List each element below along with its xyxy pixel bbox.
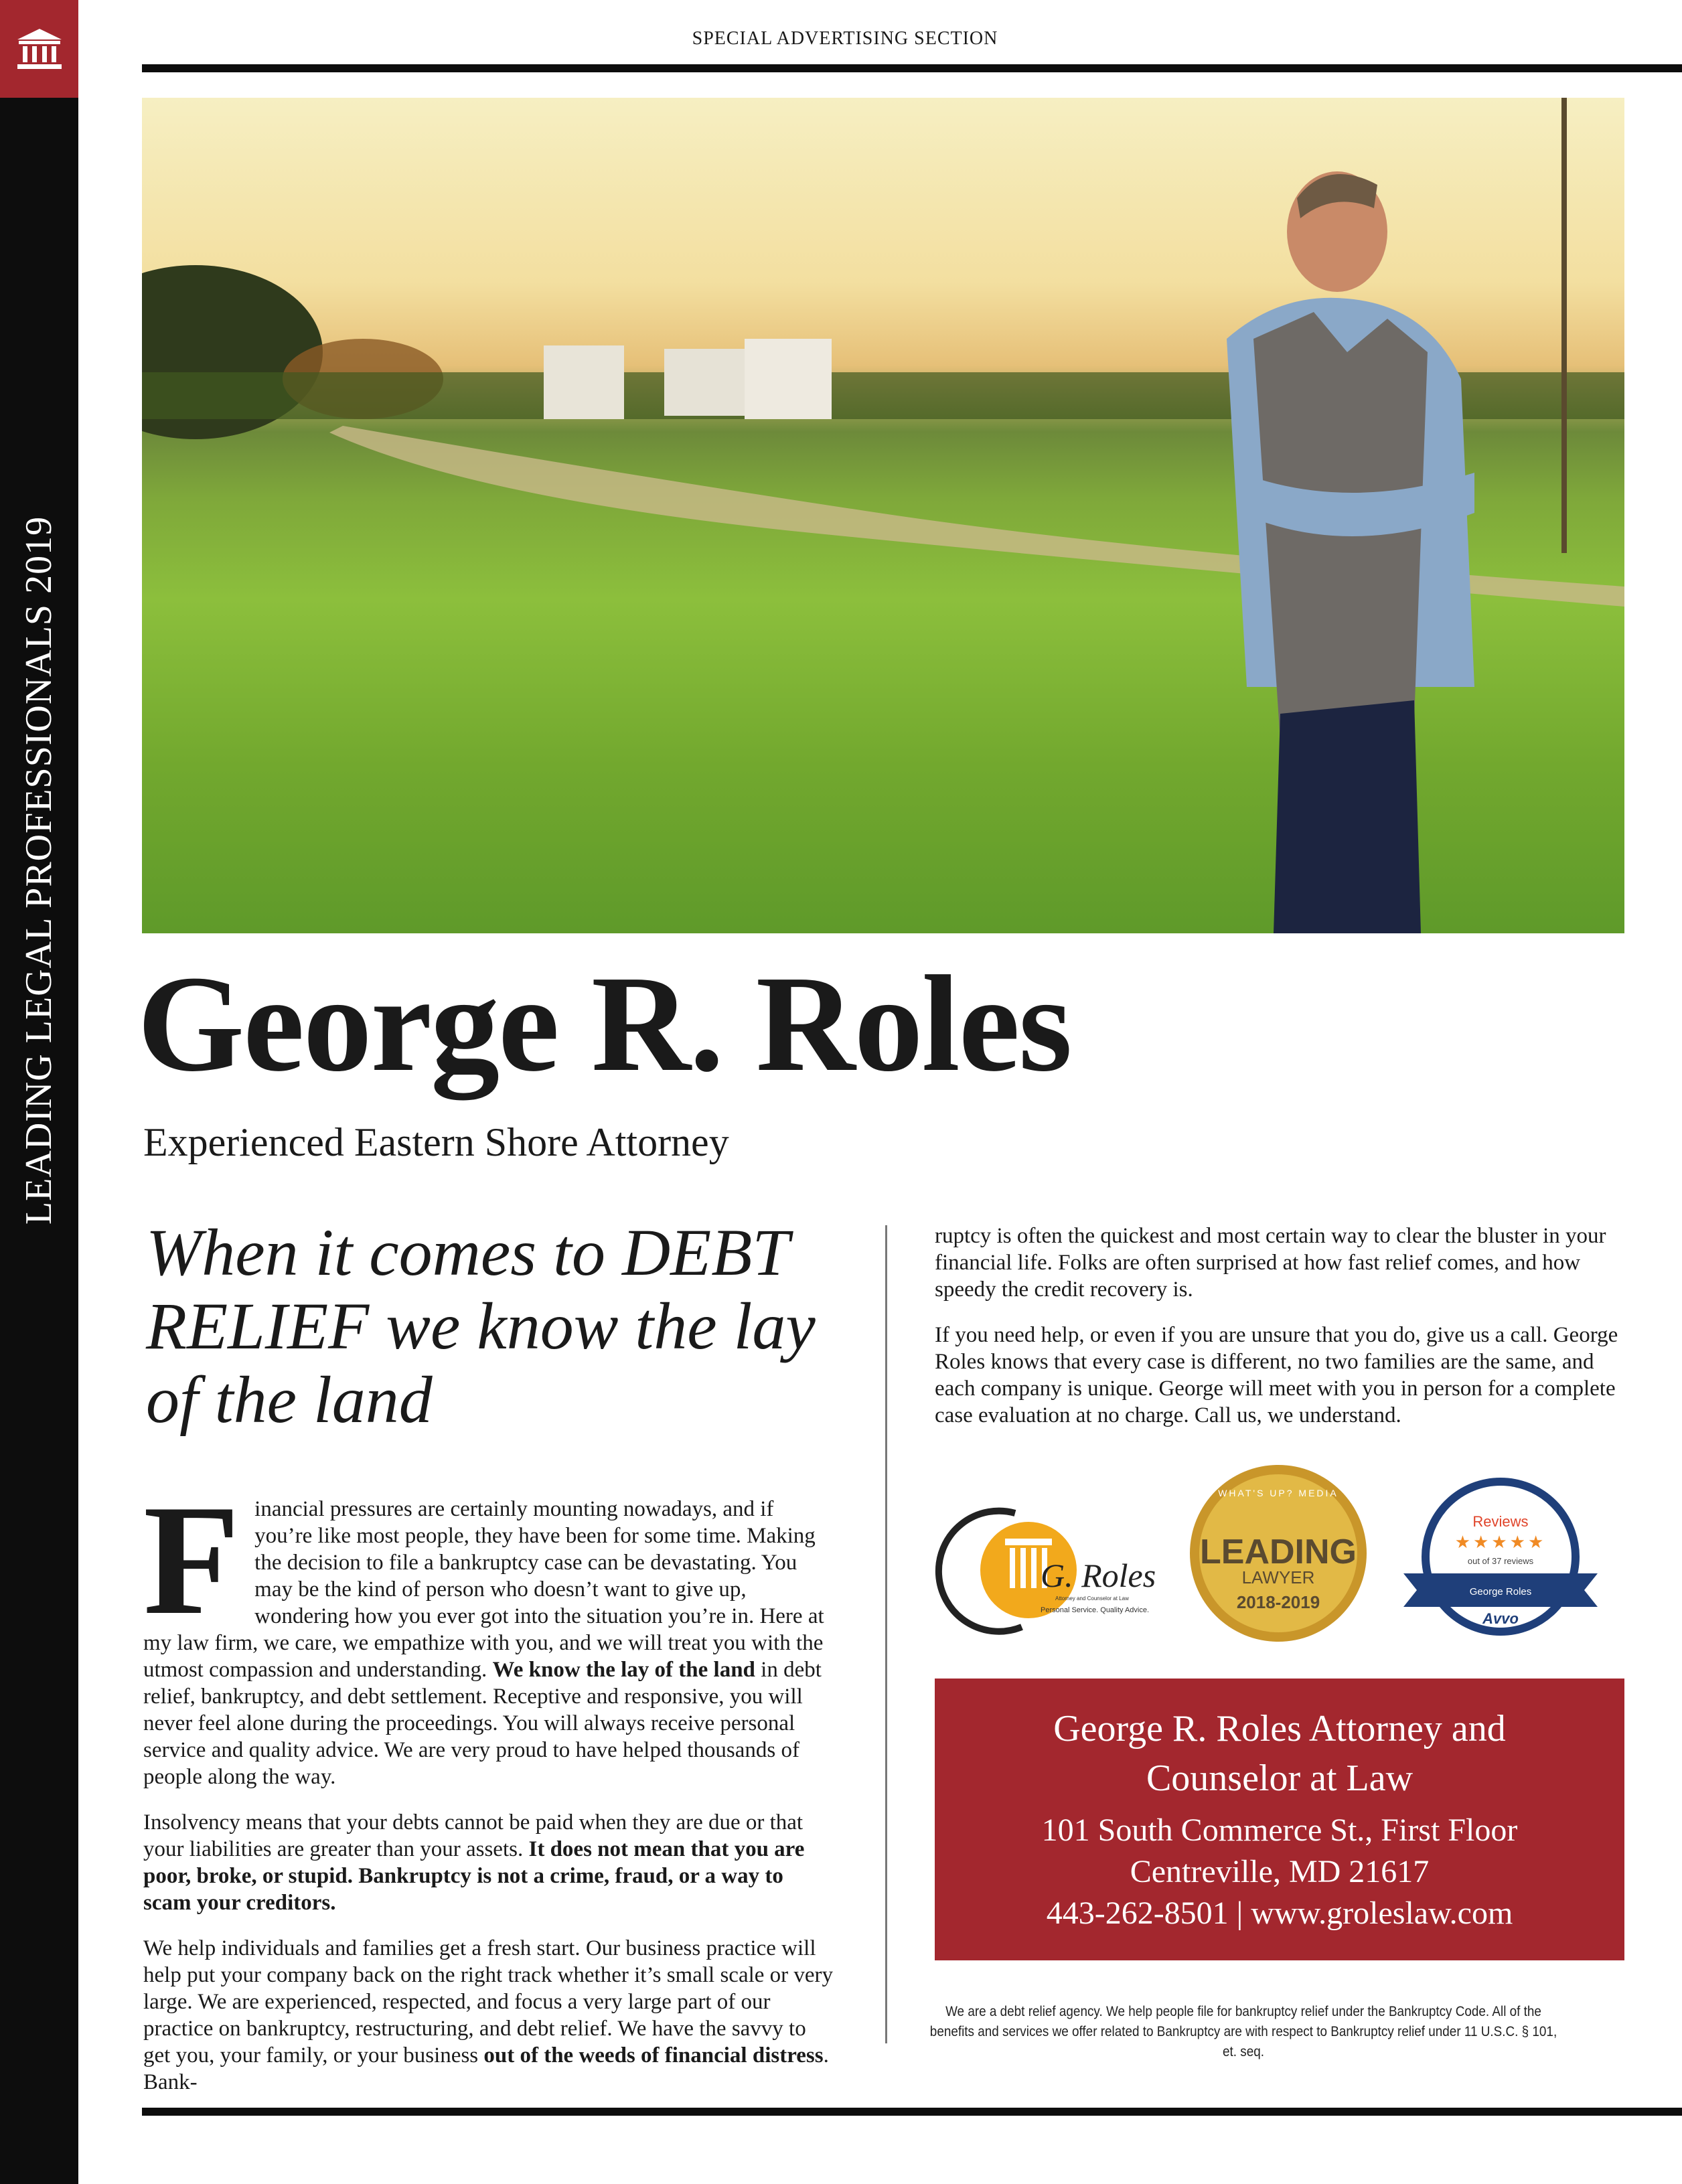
bottom-rule [142, 2108, 1682, 2116]
text: in debt relief, bankruptcy, and debt settlement. Receptive and responsive, you will never feel alone during the proceedings. You will always receive personal service and quality advice. We are very proud to have helped thousands of people along the way. [143, 1658, 822, 1789]
sidebar [0, 0, 78, 2184]
bold-text: It does not mean that you are poor, broke, or stupid. Bankruptcy is not a crime, fraud, or a way to scam your creditors. [143, 1837, 805, 1915]
avvo-reviews-badge [1403, 1482, 1598, 1632]
svg-text:George Roles: George Roles [1469, 1586, 1532, 1597]
courthouse-icon [16, 27, 63, 70]
firm-name-line: George R. Roles Attorney and [1053, 1708, 1506, 1749]
svg-text:WHAT'S UP? MEDIA: WHAT'S UP? MEDIA [1218, 1488, 1339, 1498]
column-divider [885, 1225, 887, 2043]
svg-text:G. Roles: G. Roles [1041, 1557, 1156, 1594]
drop-cap: F [143, 1473, 240, 1648]
paragraph-5: If you need help, or even if you are unsure that you do, give us a call. George Roles knows that every case is different, no two families are the same, and each company is unique. George will meet with you in person for a complete case evaluation at no charge. Call us, we understand. [935, 1323, 1618, 1427]
firm-name-line: Counselor at Law [1146, 1758, 1413, 1799]
badges-row [935, 1460, 1624, 1647]
svg-text:Avvo: Avvo [1482, 1610, 1519, 1627]
sidebar-logo [0, 0, 78, 98]
address-line-1: 101 South Commerce St., First Floor [1041, 1812, 1518, 1848]
svg-text:★★★★★: ★★★★★ [1454, 1533, 1547, 1552]
text: inancial pressures are certainly mounting nowadays, and if you’re like most people, they have been for some time. Making the decision to file a bankruptcy case can be devastating. You may be the kind of person who doesn’t want to give up, wondering how you ever got into the situation you’re in. Here at my law firm, we care, we empathize with you, and we will treat you with the utmost compassion and understanding. [143, 1497, 824, 1682]
svg-text:Personal Service. Quality Advi: Personal Service. Quality Advice. [1041, 1606, 1150, 1614]
hero-photo [142, 98, 1624, 933]
firm-name [935, 1704, 1624, 1803]
svg-text:Reviews: Reviews [1472, 1513, 1529, 1530]
phone-website[interactable]: 443-262-8501 | www.groleslaw.com [1046, 1895, 1513, 1931]
svg-text:LEADING: LEADING [1200, 1533, 1357, 1571]
text: Insolvency means that your debts cannot be paid when they are due or that your liabilities are greater than your assets. [143, 1810, 804, 1861]
attorney-subtitle: Experienced Eastern Shore Attorney [143, 1120, 729, 1164]
header-label: SPECIAL ADVERTISING SECTION [692, 28, 998, 49]
disclaimer: We are a debt relief agency. We help people file for bankruptcy relief under the Bankruptcy Code. All of the benefits and services we offer related to Bankruptcy are with respect to Bankruptcy relief under 11 U.S.C. § 101, et. seq. [929, 2004, 1557, 2059]
bold-text: We know the lay of the land [492, 1658, 755, 1682]
contact-box [935, 1679, 1624, 1960]
text: We help individuals and families get a fresh start. Our business practice will help put your company back on the right track whether it’s small scale or very large. We are experienced, respected, and focus a very large part of our practice on bankruptcy, restructuring, and debt relief. We have the savvy to get you, your family, or your business [143, 1936, 834, 2068]
svg-text:2018-2019: 2018-2019 [1236, 1592, 1320, 1612]
svg-text:out of 37 reviews: out of 37 reviews [1467, 1556, 1534, 1566]
photo-scene [142, 98, 1624, 933]
section-title: LEADING LEGAL PROFESSIONALS 2019 [18, 516, 60, 1225]
paragraph-1 [143, 1473, 836, 1790]
person-figure [1227, 171, 1474, 933]
svg-text:LAWYER: LAWYER [1241, 1567, 1315, 1587]
text: . Bank- [143, 2043, 829, 2094]
svg-text:Attorney and Counselor at Law: Attorney and Counselor at Law [1055, 1595, 1129, 1602]
paragraph-3 [143, 1935, 836, 2096]
groles-logo [939, 1511, 1156, 1632]
address-line-2: Centreville, MD 21617 [1130, 1854, 1430, 1889]
bold-text: out of the weeds of financial distress [483, 2043, 824, 2068]
right-column [935, 1223, 1624, 1448]
leading-lawyer-badge [1190, 1465, 1367, 1642]
headline: When it comes to DEBT RELIEF we know the lay of the land [146, 1215, 816, 1437]
attorney-name: George R. Roles [137, 947, 1071, 1100]
left-column [143, 1473, 836, 2114]
paragraph-2 [143, 1809, 836, 1916]
top-rule [142, 64, 1682, 72]
paragraph-4: ruptcy is often the quickest and most certain way to clear the bluster in your financial life. Folks are often surprised at how fast relief comes, and how speedy the credit recovery is. [935, 1224, 1606, 1302]
